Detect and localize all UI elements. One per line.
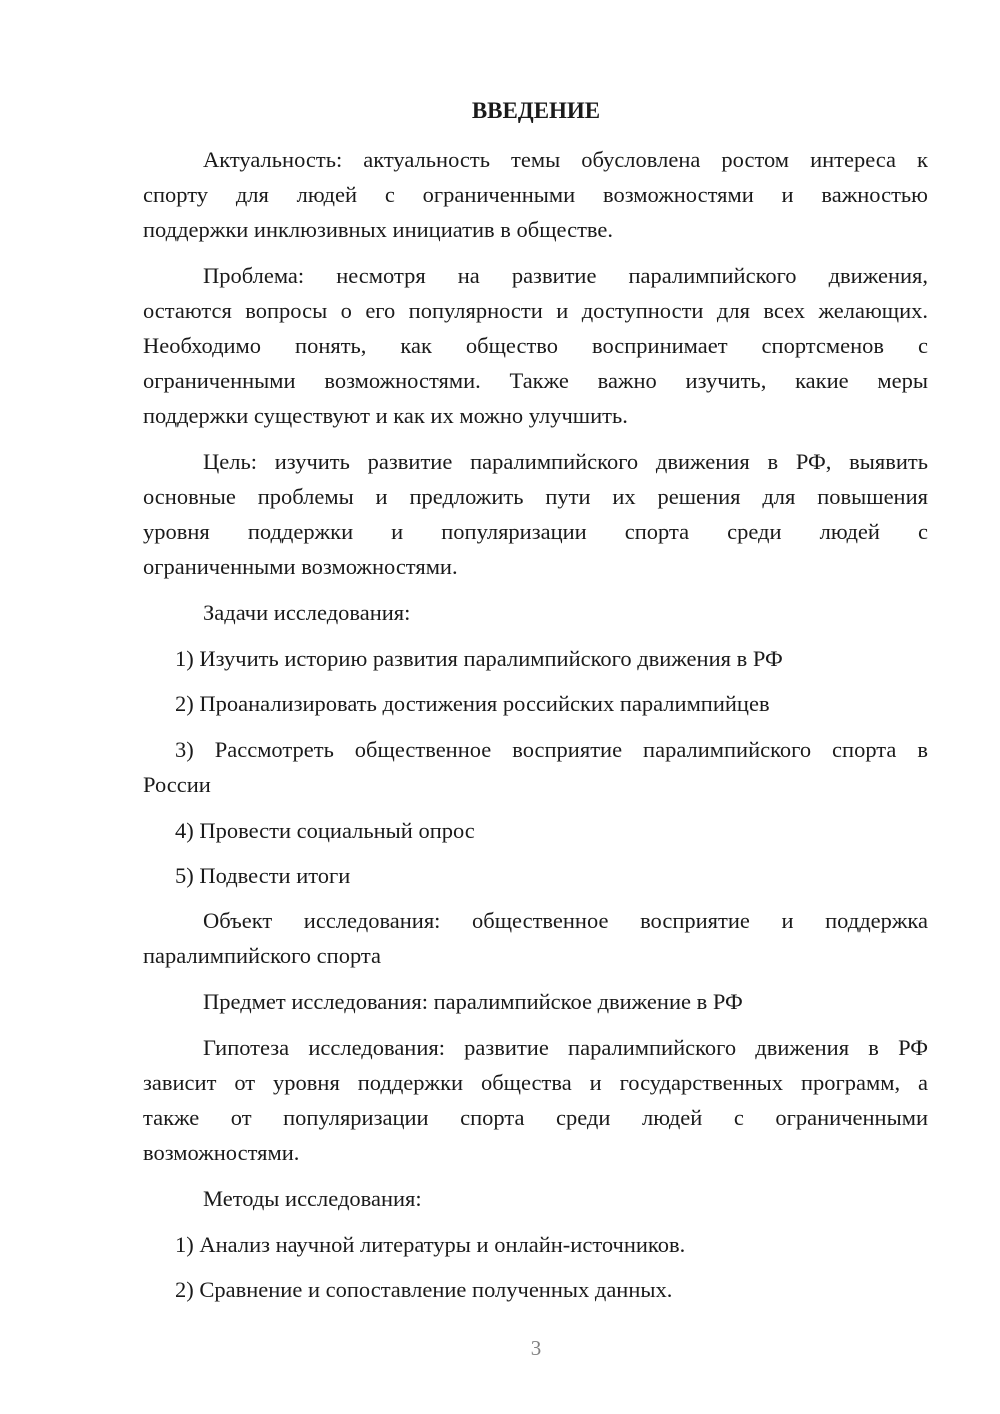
paragraph-relevance-line-3: поддержки инклюзивных инициатив в обществе. bbox=[143, 217, 614, 242]
paragraph-relevance-line-2: спорту для людей с ограниченными возможностями и важностью bbox=[143, 182, 928, 207]
paragraph-relevance-line-1: Актуальность: актуальность темы обусловлена ростом интереса к bbox=[203, 147, 928, 172]
task-item-3-line-1: 3) Рассмотреть общественное восприятие паралимпийского спорта в bbox=[175, 737, 928, 762]
paragraph-problem-line-4: ограниченными возможностями. Также важно изучить, какие меры bbox=[143, 368, 928, 393]
paragraph-goal-line-3: уровня поддержки и популяризации спорта среди людей с bbox=[143, 519, 928, 544]
paragraph-problem-line-2: остаются вопросы о его популярности и доступности для всех желающих. bbox=[143, 298, 928, 323]
page-title: ВВЕДЕНИЕ bbox=[471, 98, 601, 123]
paragraph-problem-line-3: Необходимо понять, как общество воспринимает спортсменов с bbox=[143, 333, 928, 358]
paragraph-object-line-1: Объект исследования: общественное восприятие и поддержка bbox=[203, 908, 928, 933]
paragraph-problem-line-1: Проблема: несмотря на развитие паралимпийского движения, bbox=[203, 263, 928, 288]
method-item-2: 2) Сравнение и сопоставление полученных данных. bbox=[175, 1277, 673, 1302]
paragraph-hypothesis-line-3: также от популяризации спорта среди людей с ограниченными bbox=[143, 1105, 928, 1130]
task-item-4: 4) Провести социальный опрос bbox=[175, 818, 475, 843]
paragraph-hypothesis-line-4: возможностями. bbox=[143, 1140, 300, 1165]
paragraph-object-line-2: паралимпийского спорта bbox=[143, 943, 381, 968]
methods-heading: Методы исследования: bbox=[203, 1186, 422, 1211]
task-item-5: 5) Подвести итоги bbox=[175, 863, 351, 888]
paragraph-goal-line-4: ограниченными возможностями. bbox=[143, 554, 458, 579]
paragraph-problem-line-5: поддержки существуют и как их можно улучшить. bbox=[143, 403, 628, 428]
paragraph-goal-line-2: основные проблемы и предложить пути их решения для повышения bbox=[143, 484, 928, 509]
paragraph-subject: Предмет исследования: паралимпийское движение в РФ bbox=[203, 989, 743, 1014]
task-item-3-line-2: России bbox=[143, 772, 211, 797]
task-item-1: 1) Изучить историю развития паралимпийского движения в РФ bbox=[175, 646, 783, 671]
tasks-heading: Задачи исследования: bbox=[203, 600, 411, 625]
method-item-1: 1) Анализ научной литературы и онлайн-источников. bbox=[175, 1232, 686, 1257]
page-number: 3 bbox=[530, 1336, 542, 1360]
task-item-2: 2) Проанализировать достижения российских паралимпийцев bbox=[175, 691, 770, 716]
paragraph-hypothesis-line-2: зависит от уровня поддержки общества и государственных программ, а bbox=[143, 1070, 928, 1095]
paragraph-goal-line-1: Цель: изучить развитие паралимпийского движения в РФ, выявить bbox=[203, 449, 928, 474]
paragraph-hypothesis-line-1: Гипотеза исследования: развитие паралимпийского движения в РФ bbox=[203, 1035, 928, 1060]
